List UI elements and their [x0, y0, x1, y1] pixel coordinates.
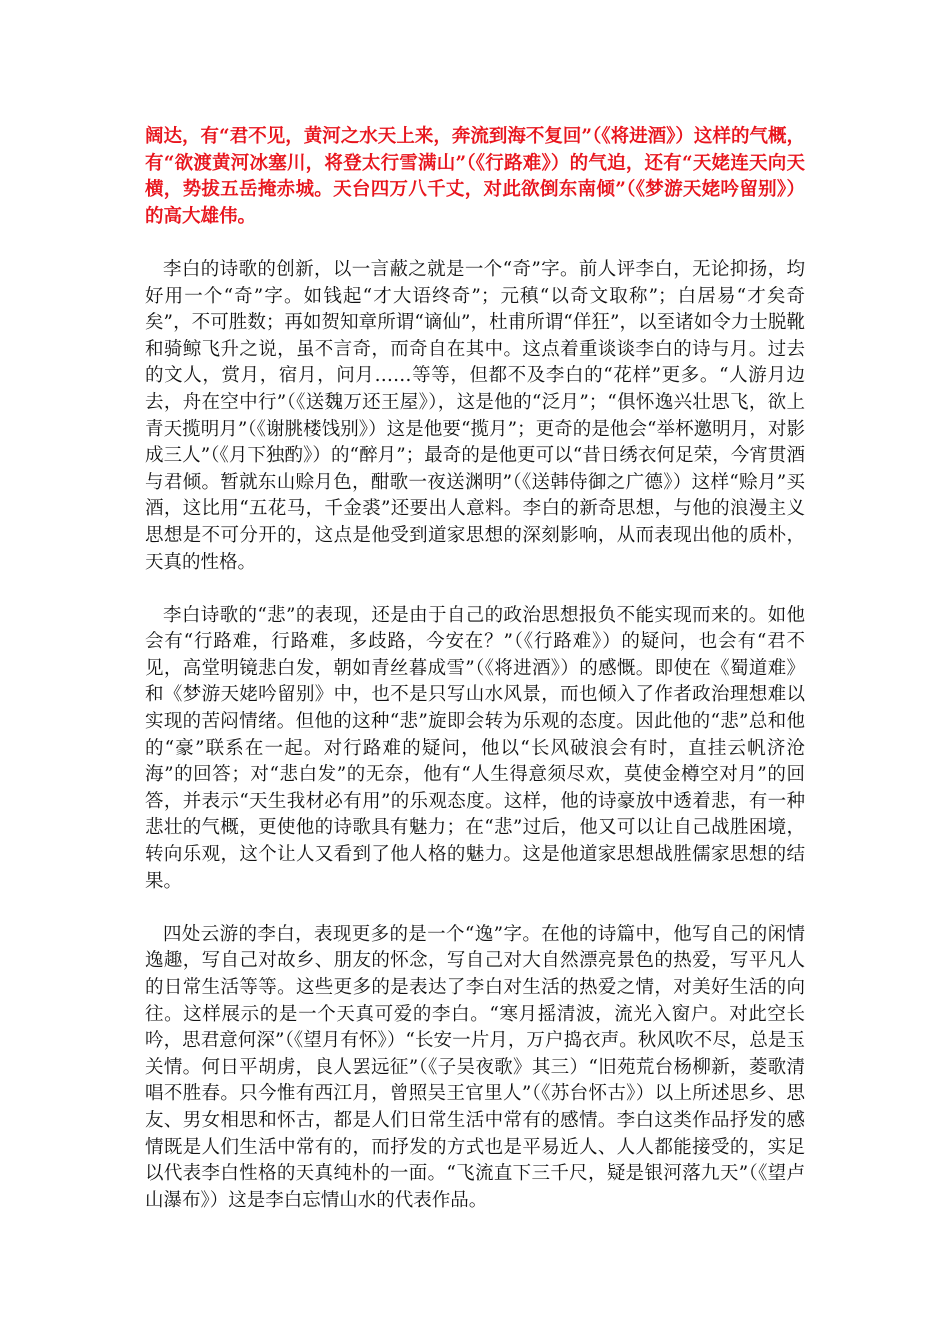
paragraph-1: 阔达，有“君不见，黄河之水天上来，奔流到海不复回”（《将进酒》）这样的气概，有“欲渡黄河冰塞川，将登太行雪满山”（《行路难》）的气迫，还有“天姥连天向天横，势拔五岳掩赤城。天台四万八千丈，对此欲倒东南倾”（《梦游天姥吟留别》）的高大雄伟。 — [145, 126, 805, 227]
document-page — [145, 124, 805, 1241]
paragraph-4: 四处云游的李白，表现更多的是一个“逸”字。在他的诗篇中，他写自己的闲情逸趣，写自己对故乡、朋友的怀念，写自己对大自然漂亮景色的热爱，写平凡人的日常生活等等。这些更多的是表达了李白对生活的热爱之情，对美好生活的向往。这样展示的是一个天真可爱的李白。“寒月摇清波，流光入窗户。对此空长吟，思君意何深”（《望月有怀》）“长安一片月，万户捣衣声。秋风吹不尽，总是玉关情。何日平胡虏，良人罢远征”（《子吴夜歌》其三）“旧苑荒台杨柳新，菱歌清唱不胜春。只今惟有西江月，曾照吴王官里人”（《苏台怀古》）以上所述思乡、思友、男女相思和怀古，都是人们日常生活中常有的感情。李白这类作品抒发的感情既是人们生活中常有的，而抒发的方式也是平易近人、人人都能接受的，实足以代表李白性格的天真纯朴的一面。“飞流直下三千尺，疑是银河落九天”（《望卢山瀑布》）这是李白忘情山水的代表作品。 — [145, 923, 805, 1211]
paragraph-3: 李白诗歌的“悲”的表现，还是由于自己的政治思想报负不能实现而来的。如他会有“行路难，行路难，多歧路，今安在？”（《行路难》）的疑问，也会有“君不见，高堂明镜悲白发，朝如青丝暮成雪”（《将进酒》）的感慨。即使在《蜀道难》和《梦游天姥吟留别》中，也不是只写山水风景，而也倾入了作者政治理想难以实现的苦闷情绪。但他的这种“悲”旋即会转为乐观的态度。因此他的“悲”总和他的“豪”联系在一起。对行路难的疑问，他以“长风破浪会有时，直挂云帆济沧海”的回答；对“悲白发”的无奈，他有“人生得意须尽欢，莫使金樽空对月”的回答，并表示“天生我材必有用”的乐观态度。这样，他的诗豪放中透着悲，有一种悲壮的气概，更使他的诗歌具有魅力；在“悲”过后，他又可以让自己战胜困境，转向乐观，这个让人又看到了他人格的魅力。这是他道家思想战胜儒家思想的结果。 — [145, 604, 805, 892]
paragraph-2: 李白的诗歌的创新，以一言蔽之就是一个“奇”字。前人评李白，无论抑扬，均好用一个“奇”字。如钱起“才大语终奇”；元稹“以奇文取称”；白居易“才矣奇矣”，不可胜数；再如贺知章所谓“谪仙”，杜甫所谓“佯狂”，以至诸如令力士脱靴和骑鲸飞升之说，虽不言奇，而奇自在其中。这点着重谈谈李白的诗与月。过去的文人，赏月，宿月，问月……等等，但都不及李白的“花样”更多。“人游月边去，舟在空中行”（《送魏万还王屋》），这是他的“泛月”；“俱怀逸兴壮思飞，欲上青天揽明月”（《谢朓楼饯别》）这是他要“揽月”；更奇的是他会“举杯邀明月，对影成三人”（《月下独酌》）的“醉月”；最奇的是他更可以“昔日绣衣何足荣，今宵贯酒与君倾。暂就东山赊月色，酣歌一夜送渊明”（《送韩侍御之广德》）这样“赊月”买酒，这比用“五花马，千金裘”还要出人意料。李白的新奇思想，与他的浪漫主义思想是不可分开的，这点是他受到道家思想的深刻影响，从而表现出他的质朴，天真的性格。 — [145, 258, 805, 573]
